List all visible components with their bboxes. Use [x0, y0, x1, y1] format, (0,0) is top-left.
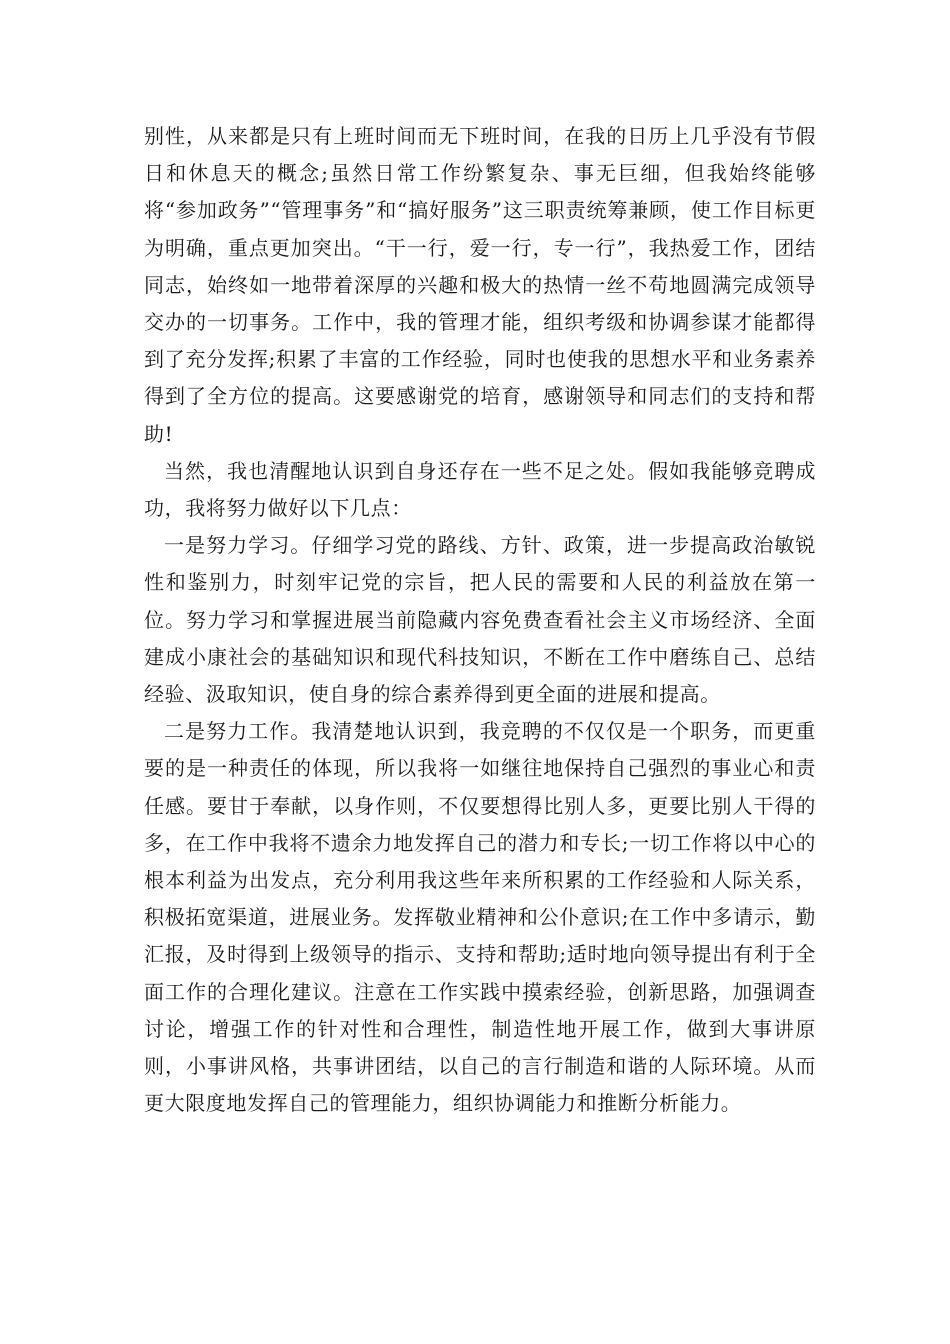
document-body [144, 118, 816, 1122]
paragraph-3: 一是努力学习。仔细学习党的路线、方针、政策，进一步提高政治敏锐性和鉴别力，时刻牢记党的宗旨，把人民的需要和人民的利益放在第一位。努力学习和掌握进展当前隐藏内容免费查看社会主义市场经济、全面建成小康社会的基础知识和现代科技知识，不断在工作中磨练自己、总结经验、汲取知识，使自身的综合素养得到更全面的进展和提高。 [144, 533, 816, 707]
paragraph-1: 别性，从来都是只有上班时间而无下班时间，在我的日历上几乎没有节假日和休息天的概念;虽然日常工作纷繁复杂、事无巨细，但我始终能够将“参加政务”“管理事务”和“搞好服务”这三职责统筹兼顾，使工作目标更为明确，重点更加突出。“干一行，爱一行，专一行”，我热爱工作，团结同志，始终如一地带着深厚的兴趣和极大的热情一丝不苟地圆满完成领导交办的一切事务。工作中，我的管理才能，组织考级和协调参谋才能都得到了充分发挥;积累了丰富的工作经验，同时也使我的思想水平和业务素养得到了全方位的提高。这要感谢党的培育，感谢领导和同志们的支持和帮助! [144, 124, 816, 446]
paragraph-2: 当然，我也清醒地认识到自身还存在一些不足之处。假如我能够竞聘成功，我将努力做好以下几点： [144, 458, 816, 521]
paragraph-4: 二是努力工作。我清楚地认识到，我竞聘的不仅仅是一个职务，而更重要的是一种责任的体现，所以我将一如继往地保持自己强烈的事业心和责任感。要甘于奉献，以身作则，不仅要想得比别人多，更要比别人干得的多，在工作中我将不遗余力地发挥自己的潜力和专长;一切工作将以中心的根本利益为出发点，充分利用我这些年来所积累的工作经验和人际关系，积极拓宽渠道，进展业务。发挥敬业精神和公仆意识;在工作中多请示，勤汇报，及时得到上级领导的指示、支持和帮助;适时地向领导提出有利于全面工作的合理化建议。注意在工作实践中摸索经验，创新思路，加强调查讨论，增强工作的针对性和合理性，制造性地开展工作，做到大事讲原则，小事讲风格，共事讲团结，以自己的言行制造和谐的人际环境。从而更大限度地发挥自己的管理能力，组织协调能力和推断分析能力。 [144, 719, 816, 1116]
